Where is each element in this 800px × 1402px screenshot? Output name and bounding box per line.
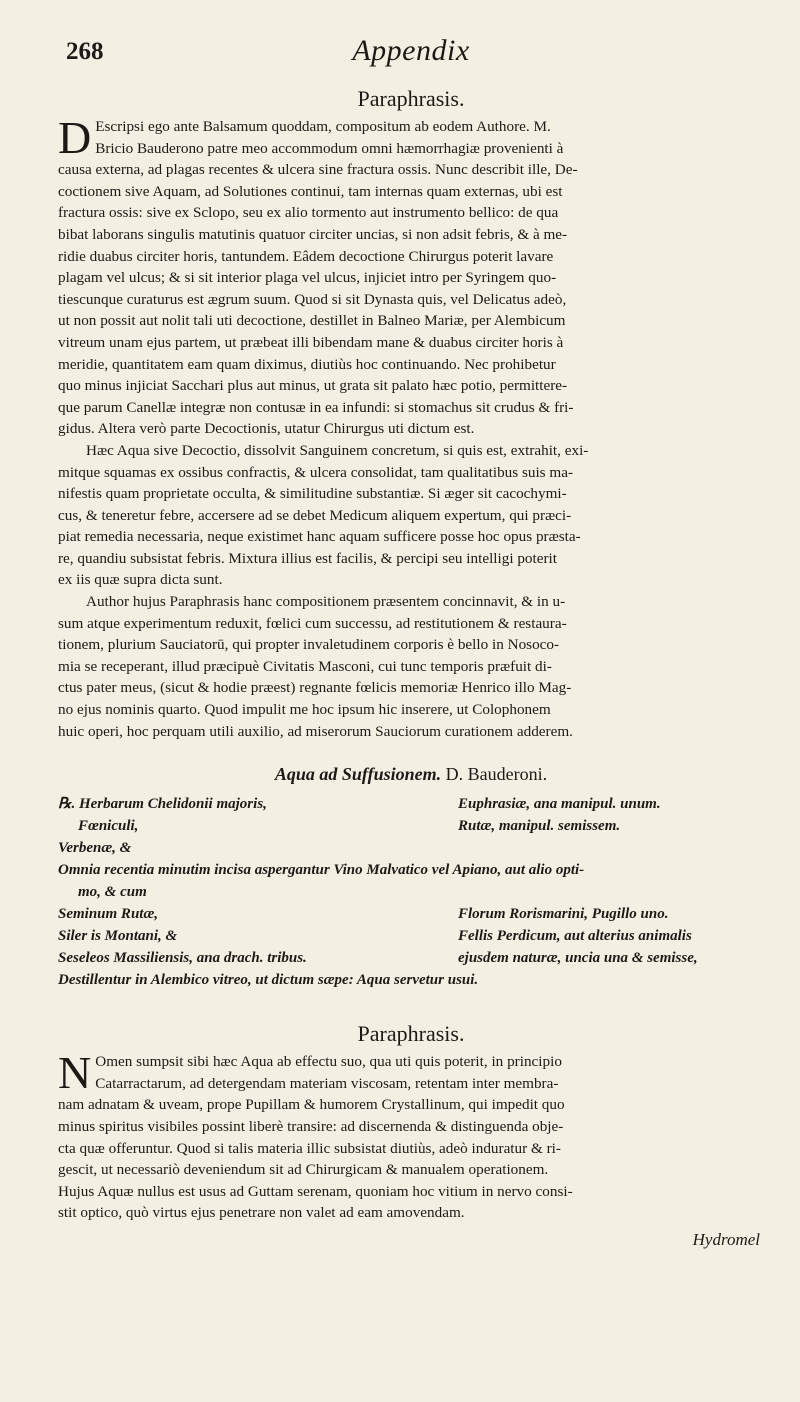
page-header (58, 0, 764, 70)
text-line: no ejus nominis quarto. Quod impulit me hoc ipsum hic inserere, ut Colophonem (58, 701, 551, 719)
text-line: mia se receperant, illud præcipuè Civitatis Masconi, cui tunc temporis præfuit di- (58, 657, 552, 675)
section-title-paraphrasis-2: Paraphrasis. (357, 1021, 465, 1047)
text-line: ridie duabus circiter horis, tantundem. Eâdem decoctione Chirurgus poterit lavare (58, 247, 554, 265)
page-number: 268 (66, 38, 104, 65)
paragraph-4 (58, 1047, 764, 1224)
text-line: Catarractarum, ad detergendam materiam viscosam, retentam inter membra- (95, 1074, 559, 1092)
recipe-row (58, 815, 764, 837)
recipe-body (58, 793, 764, 991)
text-line: tionem, plurium Sauciatorū, qui propter invaletudinem corporis è bello in Nosoco- (58, 636, 560, 654)
drop-cap: N (58, 1047, 92, 1099)
paragraph-1 (58, 112, 764, 440)
recipe-ingredient: Verbenæ, & (58, 840, 132, 857)
text-line: ctus pater meus, (sicut & hodie præest) regnante fœlicis memoriæ Henrico illo Mag- (58, 679, 572, 697)
recipe-ingredient: ℞. Herbarum Chelidonii majoris, (58, 796, 267, 813)
recipe-ingredient: Euphrasiæ, ana manipul. unum. (458, 796, 661, 813)
recipe-ingredient: Rutæ, manipul. semissem. (458, 818, 621, 835)
text-line: cus, & teneretur febre, accersere ad se debet Medicum aliquem expertum, qui præci- (58, 506, 572, 524)
text-line: plagam vel ulcus; & si sit interior plaga vel ulcus, injiciet intro per Syringem quo- (58, 269, 557, 287)
recipe-ingredient: Siler is Montani, & (58, 928, 178, 945)
text-line: minus spiritus visibiles possint liberè transire: ad discernenda & distinguenda obje- (58, 1118, 564, 1135)
text-line: ex iis quæ supra dicta sunt. (58, 571, 223, 589)
text-line: huic operi, hoc perquam utili auxilio, ad miserorum Sauciorum curationem adderem. (58, 722, 573, 740)
text-line: coctionem sive Aquam, ad Solutiones continui, tam internas quam externas, ubi est (58, 182, 563, 200)
text-line: nifestis quam proprietate occulta, & similitudine substantiæ. Si æger sit cacochymi- (58, 485, 567, 503)
text-line: re, quandiu subsistat febris. Mixtura illius est facilis, & percipi seu intelligi poterit (58, 549, 557, 567)
recipe-title-italic: Aqua ad Suffusionem. (274, 764, 442, 785)
text-line: Hujus Aquæ nullus est usus ad Guttam serenam, quoniam hoc vitium in nervo consi- (58, 1182, 573, 1200)
running-title: Appendix (352, 34, 470, 67)
text-line: ut non possit aut nolit tali uti decoctione, destillet in Balneo Mariæ, per Alembicum (58, 312, 566, 330)
text-line: Omen sumpsit sibi hæc Aqua ab effectu suo, qua uti quis poterit, in principio (95, 1053, 562, 1071)
recipe-ingredient: Seminum Rutæ, (58, 906, 159, 923)
catchword: Hydromel (692, 1229, 760, 1249)
recipe-title (58, 764, 764, 785)
paragraph-3 (58, 591, 764, 742)
section-title-paraphrasis-1: Paraphrasis. (357, 86, 465, 111)
text-line: stit optico, quò virtus ejus penetrare non valet ad eam amovendam. (58, 1204, 465, 1222)
recipe-row (58, 793, 764, 815)
text-line: meridie, quantitatem eam quam diximus, diutiùs hoc continuando. Nec prohibetur (58, 355, 556, 373)
recipe-instruction: Omnia recentia minutim incisa aspergantur Vino Malvatico vel Apiano, aut alio opti- (58, 862, 585, 879)
text-line: piat remedia necessaria, neque existimet hanc aquam sufficere posse hoc opus præsta- (58, 528, 581, 546)
recipe-row (58, 903, 764, 925)
recipe-ingredient (458, 837, 764, 859)
text-line: Author hujus Paraphrasis hanc compositionem præsentem concinnavit, & in u- (86, 593, 566, 611)
recipe-instruction: Destillentur in Alembico vitreo, ut dictum sæpe: Aqua servetur usui. (58, 972, 479, 989)
drop-cap: D (58, 112, 92, 163)
recipe-row (58, 947, 764, 969)
recipe-row (58, 925, 764, 947)
text-line: sum atque experimentum reduxit, fœlici cum successu, ad restitutionem & restaura- (58, 614, 567, 632)
text-line: nam adnatam & uveam, prope Pupillam & humorem Crystallinum, qui impedit quo (58, 1096, 565, 1114)
text-line: gescit, ut necessariò deveniendum sit ad Chirurgicam & manualem operationem. (58, 1161, 549, 1179)
recipe-ingredient: Florum Rorismarini, Pugillo uno. (458, 906, 669, 923)
text-line: Hæc Aqua sive Decoctio, dissolvit Sanguinem concretum, si quis est, extrahit, exi- (86, 441, 589, 459)
recipe-instruction: mo, & cum (78, 884, 147, 901)
text-line: fractura ossis: sive ex Sclopo, seu ex alio tormento aut instrumento bellico: de qua (58, 204, 559, 222)
recipe-ingredient: Seseleos Massiliensis, ana drach. tribus. (58, 950, 307, 967)
recipe-ingredient: Fellis Perdicum, aut alterius animalis (458, 928, 692, 945)
text-line: quo minus injiciat Sacchari plus aut minus, ut grata sit palato hæc potio, permittere- (58, 377, 568, 395)
recipe-row (58, 837, 764, 859)
text-line: Bricio Bauderono patre meo accommodum omni hæmorrhagiæ provenienti à (95, 139, 564, 157)
text-line: que parum Canellæ integræ non contusæ in ea infundi: si stomachus sit crudus & fri- (58, 398, 574, 416)
text-line: cta quæ offeruntur. Quod si talis materia illic subsistat diutiùs, adeò induratur & ri- (58, 1139, 561, 1157)
recipe-ingredient: ejusdem naturæ, uncia una & semisse, (458, 950, 698, 967)
recipe-author: D. Bauderoni. (445, 764, 548, 785)
text-line: tiescunque curaturus est ægrum suum. Quod si sit Dynasta quis, vel Delicatus adeò, (58, 290, 567, 308)
text-line: gidus. Altera verò parte Decoctionis, utatur Chirurgus uti dictum est. (58, 420, 475, 438)
paragraph-2 (58, 440, 764, 591)
text-line: bibat laborans singulis matutinis quatuor circiter uncias, si non adsit febris, & à me- (58, 225, 568, 243)
text-line: causa externa, ad plagas recentes & ulcera sine fractura ossis. Nunc describit ille, De- (58, 161, 578, 179)
text-line: Escripsi ego ante Balsamum quoddam, compositum ab eodem Authore. M. (95, 118, 551, 135)
text-line: vitreum unam ejus partem, ut præbeat illi bibendam mane & duabus circiter horis à (58, 333, 564, 351)
recipe-ingredient: Fœniculi, (78, 818, 139, 835)
text-line: mitque squamas ex ossibus confractis, & ulcera consolidat, tam qualitatibus suis ma- (58, 463, 574, 481)
